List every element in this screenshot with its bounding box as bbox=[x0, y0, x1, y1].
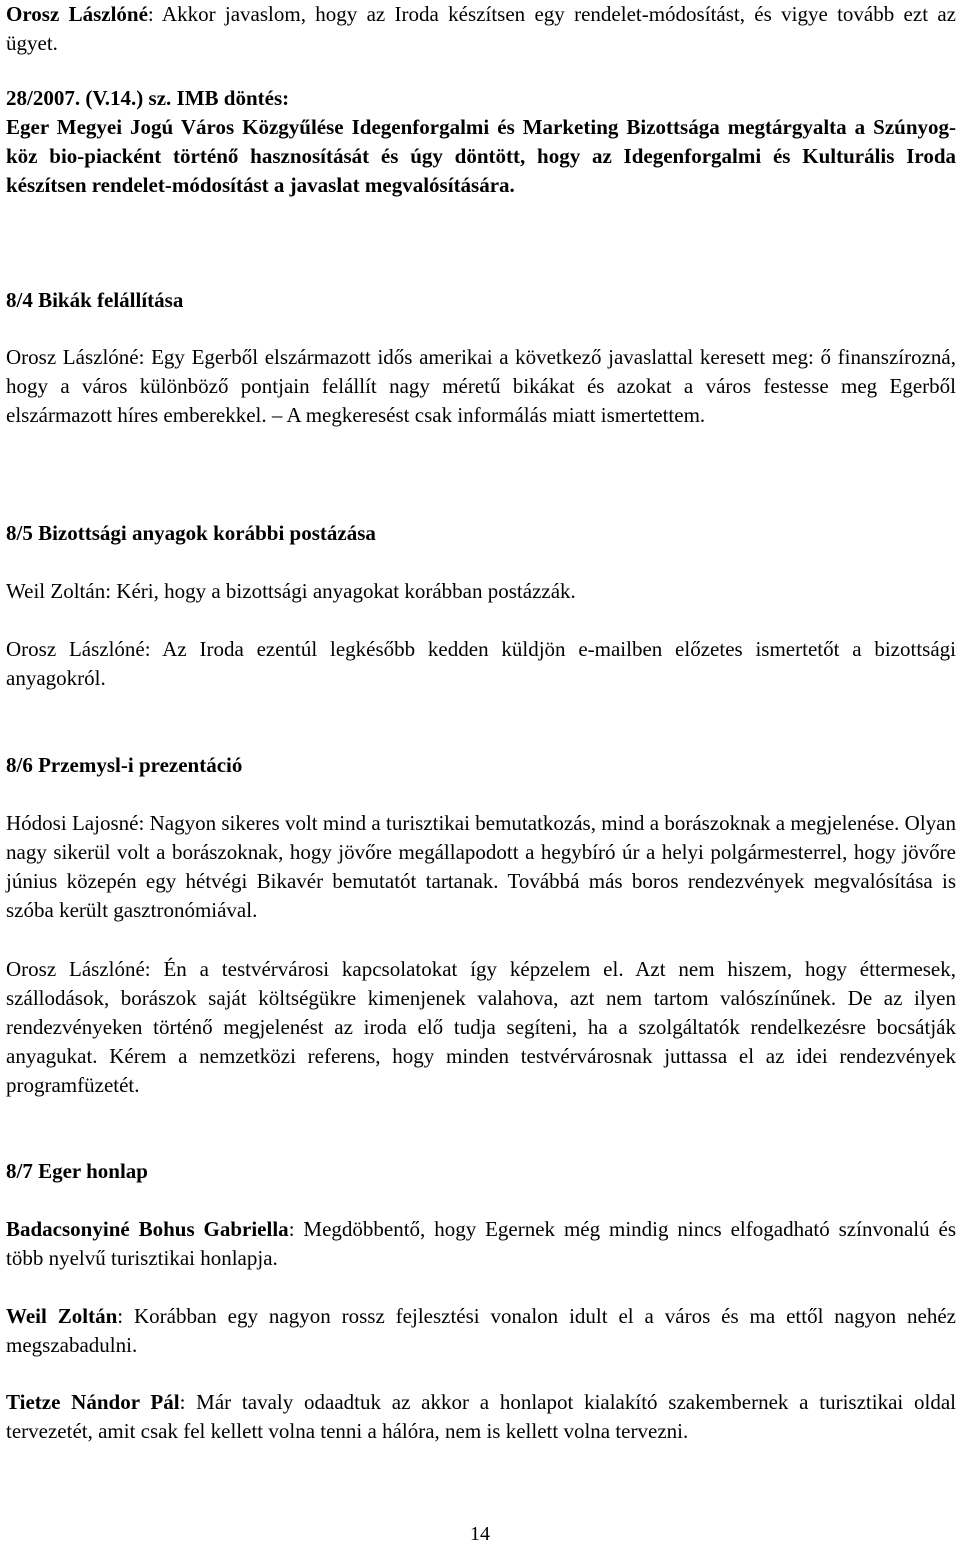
paragraph bbox=[6, 0, 956, 58]
paragraph-text: : Korábban egy nagyon rossz fejlesztési vonalon idult el a város és ma ettől nagyon nehéz megszabadulni. bbox=[6, 1304, 956, 1357]
paragraph bbox=[6, 1302, 956, 1360]
page-number: 14 bbox=[470, 1523, 490, 1545]
speaker-name: Orosz Lászlóné bbox=[6, 637, 145, 661]
speaker-name: Tietze Nándor Pál bbox=[6, 1390, 180, 1414]
section-heading-8-4: 8/4 Bikák felállítása bbox=[6, 288, 184, 312]
paragraph bbox=[6, 955, 956, 1100]
speaker-name: Badacsonyiné Bohus Gabriella bbox=[6, 1217, 289, 1241]
speaker-name: Weil Zoltán bbox=[6, 579, 106, 603]
speaker-name: Orosz Lászlóné bbox=[6, 2, 148, 26]
paragraph-text: : Már tavaly odaadtuk az akkor a honlapot kialakító szakembernek a turisztikai oldal tervezetét, amit csak fel kellett volna tenni a hálóra, nem is kellett volna tervezni. bbox=[6, 1390, 956, 1443]
decision-text: Eger Megyei Jogú Város Közgyűlése Idegenforgalmi és Marketing Bizottsága megtárgyalta a Szúnyog-köz bio-piacként történő hasznosítását és úgy döntött, hogy az Idegenforgalmi és Kulturális Iroda készítsen rendelet-módosítást a javaslat megvalósítására. bbox=[6, 115, 956, 197]
section-heading-8-6: 8/6 Przemysl-i prezentáció bbox=[6, 753, 243, 777]
paragraph-text: : Az Iroda ezentúl legkésőbb kedden küldjön e-mailben előzetes ismertetőt a bizottsági anyagokról. bbox=[6, 637, 956, 690]
speaker-name: Orosz Lászlóné bbox=[6, 345, 139, 369]
paragraph-text: : Megdöbbentő, hogy Egernek még mindig nincs elfogadható színvonalú és több nyelvű turisztikai honlapja. bbox=[6, 1217, 956, 1270]
paragraph-text: : Kéri, hogy a bizottsági anyagokat korábban postázzák. bbox=[105, 579, 576, 603]
speaker-name: Weil Zoltán bbox=[6, 1304, 118, 1328]
paragraph-text: : Én a testvérvárosi kapcsolatokat így képzelem el. Azt nem hiszem, hogy éttermesek, szállodások, borászok saját költségükre kimenjenek valahova, azt nem tartom valószínűnek. De az ilyen rendezvényeken történő megjelenést az iroda elő tudja segíteni, ha a szolgáltatók rendelkezésre bocsátják anyagukat. Kérem a nemzetközi referens, hogy minden testvérvárosnak juttassa el az idei rendezvények programfüzetét. bbox=[6, 957, 957, 1097]
paragraph bbox=[6, 577, 956, 606]
paragraph-text: : Egy Egerből elszármazott idős amerikai a következő javaslattal keresett meg: ő finanszírozná, hogy a város különböző pontjain felállít nagy méretű bikákat és azokat a város festesse meg Egerből elszármazott híres emberekkel. – A megkeresést csak informálás miatt ismertettem. bbox=[6, 345, 957, 427]
paragraph bbox=[6, 1215, 956, 1273]
decision-title: 28/2007. (V.14.) sz. IMB döntés: bbox=[6, 86, 290, 110]
paragraph bbox=[6, 635, 956, 693]
paragraph-text: : Akkor javaslom, hogy az Iroda készítsen egy rendelet-módosítást, és vigye tovább ezt az ügyet. bbox=[6, 2, 956, 55]
paragraph bbox=[6, 1388, 956, 1446]
paragraph bbox=[6, 343, 956, 430]
paragraph-text: : Nagyon sikeres volt mind a turisztikai bemutatkozás, mind a borászoknak a megjelenése. Olyan nagy sikerül volt a borászoknak, hogy jövőre megállapodott a hegybíró úr a helyi polgármesterrel, hogy jövőre június közepén egy hétvégi Bikavér bemutatót tartanak. Továbbá más boros rendezvények megvalósítása is szóba került gasztronómiával. bbox=[6, 811, 956, 922]
section-heading-8-7: 8/7 Eger honlap bbox=[6, 1159, 148, 1183]
section-heading-8-5: 8/5 Bizottsági anyagok korábbi postázása bbox=[6, 521, 376, 545]
speaker-name: Orosz Lászlóné bbox=[6, 957, 145, 981]
decision-block bbox=[6, 84, 956, 200]
speaker-name: Hódosi Lajosné bbox=[6, 811, 139, 835]
paragraph bbox=[6, 809, 956, 925]
